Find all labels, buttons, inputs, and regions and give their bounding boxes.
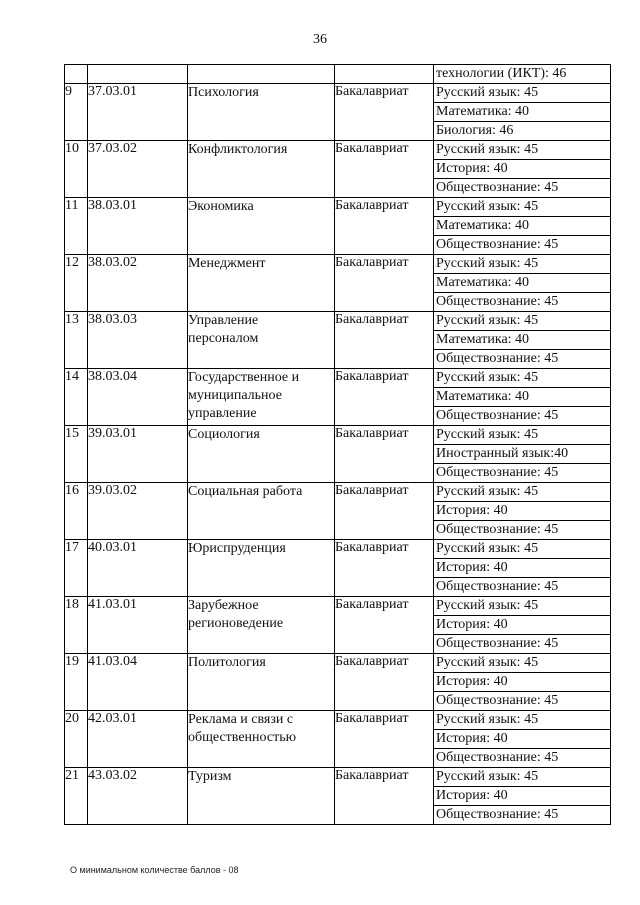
table-row <box>65 654 611 711</box>
program-name-line: общественностью <box>188 730 297 745</box>
program-name-cell <box>188 654 335 711</box>
row-number-cell: 16 <box>65 483 88 540</box>
program-name-line: Конфликтология <box>188 142 288 157</box>
level-cell: Бакалавриат <box>335 711 434 768</box>
level-cell: Бакалавриат <box>335 768 434 825</box>
row-number-cell: 11 <box>65 198 88 255</box>
program-name-cell <box>188 312 335 369</box>
subjects-cell <box>434 540 611 597</box>
subject-line: Русский язык: 45 <box>436 427 539 442</box>
subjects-cell <box>434 711 611 768</box>
table-row <box>65 597 611 654</box>
code-cell: 38.03.02 <box>88 255 188 312</box>
subject-line: Биология: 46 <box>434 121 610 140</box>
table-row <box>65 312 611 369</box>
level-cell <box>335 65 434 84</box>
code-cell: 38.03.01 <box>88 198 188 255</box>
row-number-cell: 10 <box>65 141 88 198</box>
subject-line: Русский язык: 45 <box>436 142 539 157</box>
program-name-line: Психология <box>188 85 259 100</box>
subject-line: Русский язык: 45 <box>436 256 539 271</box>
subject-line: Русский язык: 45 <box>436 85 539 100</box>
subject-line: Русский язык: 45 <box>436 199 539 214</box>
subject-line: История: 40 <box>434 501 610 520</box>
program-name-line: Государственное и <box>188 370 300 385</box>
footer-note: О минимальном количестве баллов - 08 <box>70 865 239 875</box>
program-name-line: Менеджмент <box>188 256 266 271</box>
subject-line: Математика: 40 <box>434 273 610 292</box>
program-name-line: Экономика <box>188 199 254 214</box>
program-name-cell <box>188 141 335 198</box>
subject-line: Обществознание: 45 <box>434 748 610 767</box>
level-cell: Бакалавриат <box>335 540 434 597</box>
program-name-cell <box>188 483 335 540</box>
code-cell: 38.03.04 <box>88 369 188 426</box>
row-number-cell <box>65 65 88 84</box>
program-name-line: Зарубежное <box>188 598 259 613</box>
subject-line: Обществознание: 45 <box>434 691 610 710</box>
subject-line: История: 40 <box>434 615 610 634</box>
subject-line: История: 40 <box>434 729 610 748</box>
table-row <box>65 141 611 198</box>
program-name-line: регионоведение <box>188 616 284 631</box>
subjects-cell <box>434 483 611 540</box>
subject-line: Обществознание: 45 <box>434 235 610 254</box>
row-number-cell: 12 <box>65 255 88 312</box>
subject-line: Обществознание: 45 <box>434 406 610 425</box>
subject-line: Обществознание: 45 <box>434 805 610 824</box>
subjects-cell <box>434 426 611 483</box>
subjects-cell <box>434 141 611 198</box>
row-number-cell: 20 <box>65 711 88 768</box>
level-cell: Бакалавриат <box>335 84 434 141</box>
program-name-line: Управление <box>188 313 259 328</box>
level-cell: Бакалавриат <box>335 312 434 369</box>
row-number-cell: 14 <box>65 369 88 426</box>
subject-line: Обществознание: 45 <box>434 292 610 311</box>
table-row <box>65 84 611 141</box>
program-name-cell <box>188 198 335 255</box>
level-cell: Бакалавриат <box>335 255 434 312</box>
code-cell: 37.03.01 <box>88 84 188 141</box>
row-number-cell: 19 <box>65 654 88 711</box>
table-row <box>65 483 611 540</box>
row-number-cell: 9 <box>65 84 88 141</box>
level-cell: Бакалавриат <box>335 483 434 540</box>
subject-line: Русский язык: 45 <box>436 598 539 613</box>
code-cell: 39.03.02 <box>88 483 188 540</box>
subject-line: Математика: 40 <box>434 330 610 349</box>
code-cell <box>88 65 188 84</box>
subject-line: Русский язык: 45 <box>436 541 539 556</box>
code-cell: 40.03.01 <box>88 540 188 597</box>
subject-line: Математика: 40 <box>434 102 610 121</box>
program-name-line: Туризм <box>188 769 232 784</box>
level-cell: Бакалавриат <box>335 141 434 198</box>
subject-line: Обществознание: 45 <box>434 577 610 596</box>
subjects-cell <box>434 84 611 141</box>
subject-line: Русский язык: 45 <box>436 313 539 328</box>
table-row <box>65 426 611 483</box>
subject-line: История: 40 <box>434 558 610 577</box>
level-cell: Бакалавриат <box>335 654 434 711</box>
program-name-cell <box>188 426 335 483</box>
program-name-line: Социология <box>188 427 260 442</box>
table-row <box>65 768 611 825</box>
row-number-cell: 15 <box>65 426 88 483</box>
program-name-line: муниципальное <box>188 388 282 403</box>
program-name-cell <box>188 597 335 654</box>
subject-line: Русский язык: 45 <box>436 370 539 385</box>
subject-line: Русский язык: 45 <box>436 769 539 784</box>
code-cell: 38.03.03 <box>88 312 188 369</box>
subjects-cell <box>434 768 611 825</box>
table-row <box>65 711 611 768</box>
code-cell: 42.03.01 <box>88 711 188 768</box>
subjects-cell <box>434 597 611 654</box>
program-name-line: Юриспруденция <box>188 541 286 556</box>
program-name-cell <box>188 768 335 825</box>
subject-line: История: 40 <box>434 672 610 691</box>
code-cell: 41.03.01 <box>88 597 188 654</box>
subject-line: История: 40 <box>434 159 610 178</box>
row-number-cell: 21 <box>65 768 88 825</box>
code-cell: 41.03.04 <box>88 654 188 711</box>
program-name-line: персоналом <box>188 331 259 346</box>
table-row <box>65 540 611 597</box>
subjects-cell <box>434 255 611 312</box>
program-name-cell <box>188 84 335 141</box>
subjects-cell <box>434 198 611 255</box>
table-row <box>65 369 611 426</box>
program-name-line: Политология <box>188 655 266 670</box>
program-name-line: Реклама и связи с <box>188 712 294 727</box>
level-cell: Бакалавриат <box>335 426 434 483</box>
subject-line: Обществознание: 45 <box>434 634 610 653</box>
subjects-cell <box>434 65 611 84</box>
level-cell: Бакалавриат <box>335 369 434 426</box>
admission-table <box>64 64 611 825</box>
subject-line: Математика: 40 <box>434 387 610 406</box>
subject-line: Математика: 40 <box>434 216 610 235</box>
row-number-cell: 17 <box>65 540 88 597</box>
page-number: 36 <box>313 32 327 47</box>
table-row <box>65 198 611 255</box>
code-cell: 39.03.01 <box>88 426 188 483</box>
program-name-cell <box>188 255 335 312</box>
table-row <box>65 255 611 312</box>
subjects-cell <box>434 312 611 369</box>
subject-line: технологии (ИКТ): 46 <box>436 66 567 81</box>
subjects-cell <box>434 369 611 426</box>
subjects-cell <box>434 654 611 711</box>
table-row-continuation <box>65 65 611 84</box>
subject-line: История: 40 <box>434 786 610 805</box>
subject-line: Обществознание: 45 <box>434 178 610 197</box>
subject-line: Обществознание: 45 <box>434 520 610 539</box>
program-name-cell <box>188 65 335 84</box>
program-name-cell <box>188 711 335 768</box>
program-name-cell <box>188 369 335 426</box>
program-name-cell <box>188 540 335 597</box>
program-name-line: управление <box>188 406 257 421</box>
code-cell: 43.03.02 <box>88 768 188 825</box>
subject-line: Русский язык: 45 <box>436 655 539 670</box>
row-number-cell: 18 <box>65 597 88 654</box>
code-cell: 37.03.02 <box>88 141 188 198</box>
level-cell: Бакалавриат <box>335 597 434 654</box>
program-name-line: Социальная работа <box>188 484 303 499</box>
subject-line: Русский язык: 45 <box>436 484 539 499</box>
subject-line: Русский язык: 45 <box>436 712 539 727</box>
subject-line: Иностранный язык:40 <box>434 444 610 463</box>
level-cell: Бакалавриат <box>335 198 434 255</box>
subject-line: Обществознание: 45 <box>434 349 610 368</box>
subject-line: Обществознание: 45 <box>434 463 610 482</box>
row-number-cell: 13 <box>65 312 88 369</box>
